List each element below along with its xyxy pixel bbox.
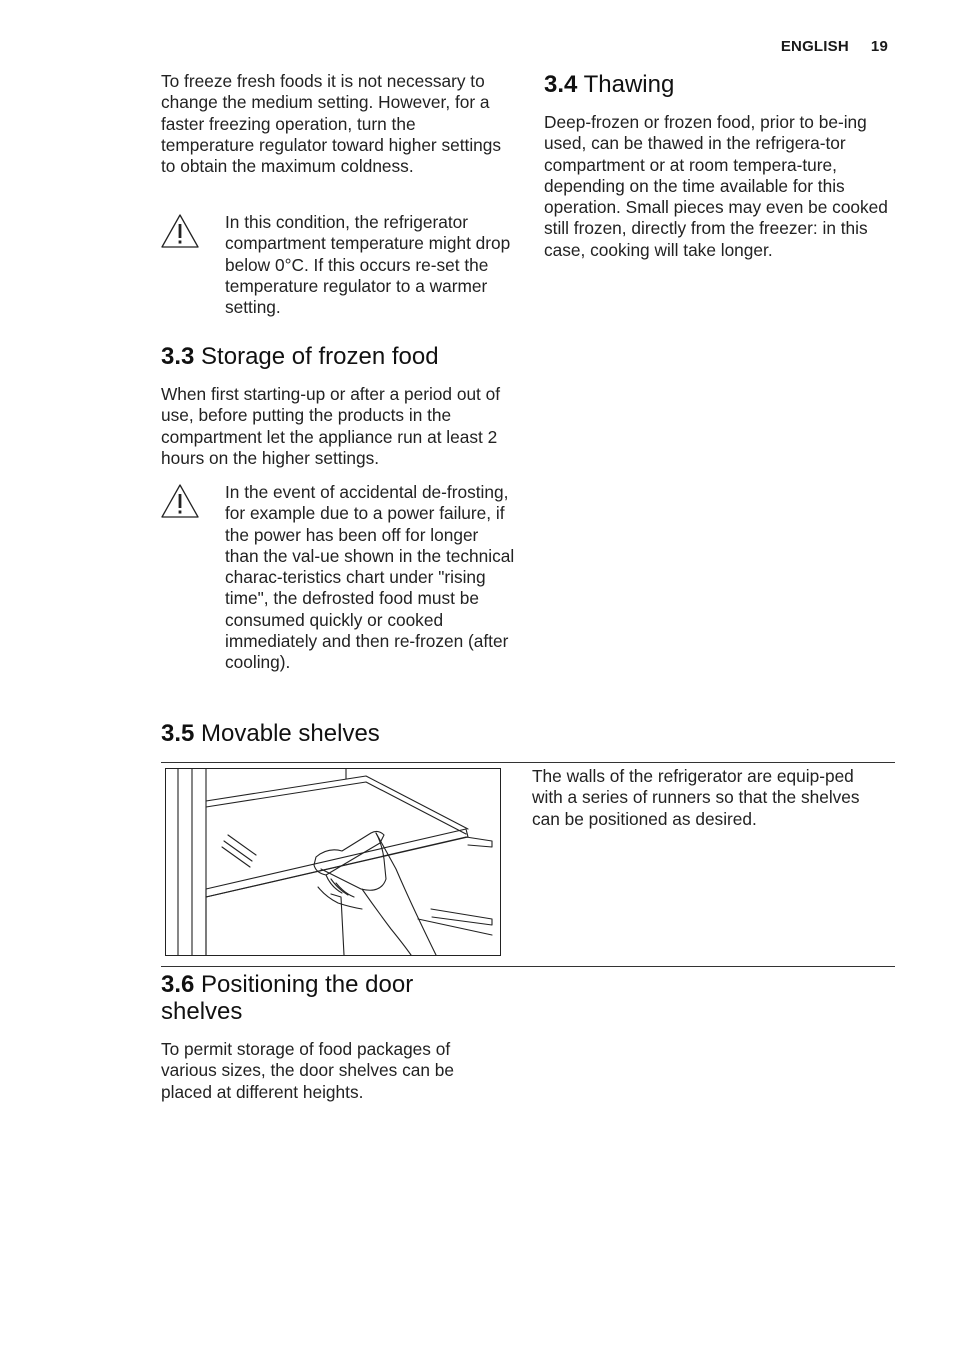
section-3-4-number: 3.4 (544, 71, 578, 98)
section-3-6-paragraph: To permit storage of food packages of various sizes, the door shelves can be placed at different heights. (161, 1039, 454, 1102)
page-number: 19 (870, 38, 888, 55)
section-3-4-heading (544, 71, 884, 98)
hand-sliding-shelf-illustration (166, 769, 500, 955)
section-3-6-number: 3.6 (161, 971, 195, 998)
section-3-6-title-line1: Positioning the door (201, 971, 414, 998)
page-header (781, 38, 888, 55)
warning-text-1: In this condition, the refrigerator compartment temperature might drop below 0°C. If this occurs re-set the temperature regulator to a warmer setting. (225, 212, 511, 318)
section-3-4-title: Thawing (583, 71, 675, 98)
section-3-4-paragraph: Deep-frozen or frozen food, prior to be-ing used, can be thawed in the refrigera-tor compartment or at room tempera-ture, depending on the time available for this operation. Small pieces may even be cooked still frozen, directly from the freezer: in this case, cooking will take longer. (544, 112, 888, 260)
section-3-5-number: 3.5 (161, 720, 195, 747)
warning-text-2: In the event of accidental de-frosting, for example due to a power failure, if the power has been off for longer than the val-ue shown in the technical charac-teristics chart under "rising time", the defrosted food must be consumed quickly or cooked immediately and then re-frozen (after cooling). (225, 482, 515, 673)
section-3-5-paragraph: The walls of the refrigerator are equip-ped with a series of runners so that the shelves can be positioned as desired. (532, 766, 860, 829)
section-divider-top (161, 762, 895, 763)
section-3-6-heading (161, 971, 521, 1025)
section-3-3-paragraph: When first starting-up or after a period out of use, before putting the products in the compartment let the appliance run at least 2 hours on the higher settings. (161, 384, 501, 468)
intro-paragraph: To freeze fresh foods it is not necessary to change the medium setting. However, for a faster freezing operation, turn the temperature regulator toward higher settings to obtain the maximum coldness. (161, 71, 502, 177)
language-label: ENGLISH (780, 38, 849, 55)
section-3-6-title-line2: shelves (161, 998, 243, 1025)
section-3-3-number: 3.3 (161, 343, 195, 370)
section-3-5-title: Movable shelves (201, 720, 380, 747)
section-3-3-heading (161, 343, 521, 370)
shelf-figure (165, 768, 501, 956)
section-3-5-heading (161, 720, 521, 747)
warning-triangle-icon (160, 483, 200, 519)
section-3-3-title: Storage of frozen food (201, 343, 439, 370)
warning-triangle-icon (160, 213, 200, 249)
section-divider-bottom (161, 966, 895, 967)
